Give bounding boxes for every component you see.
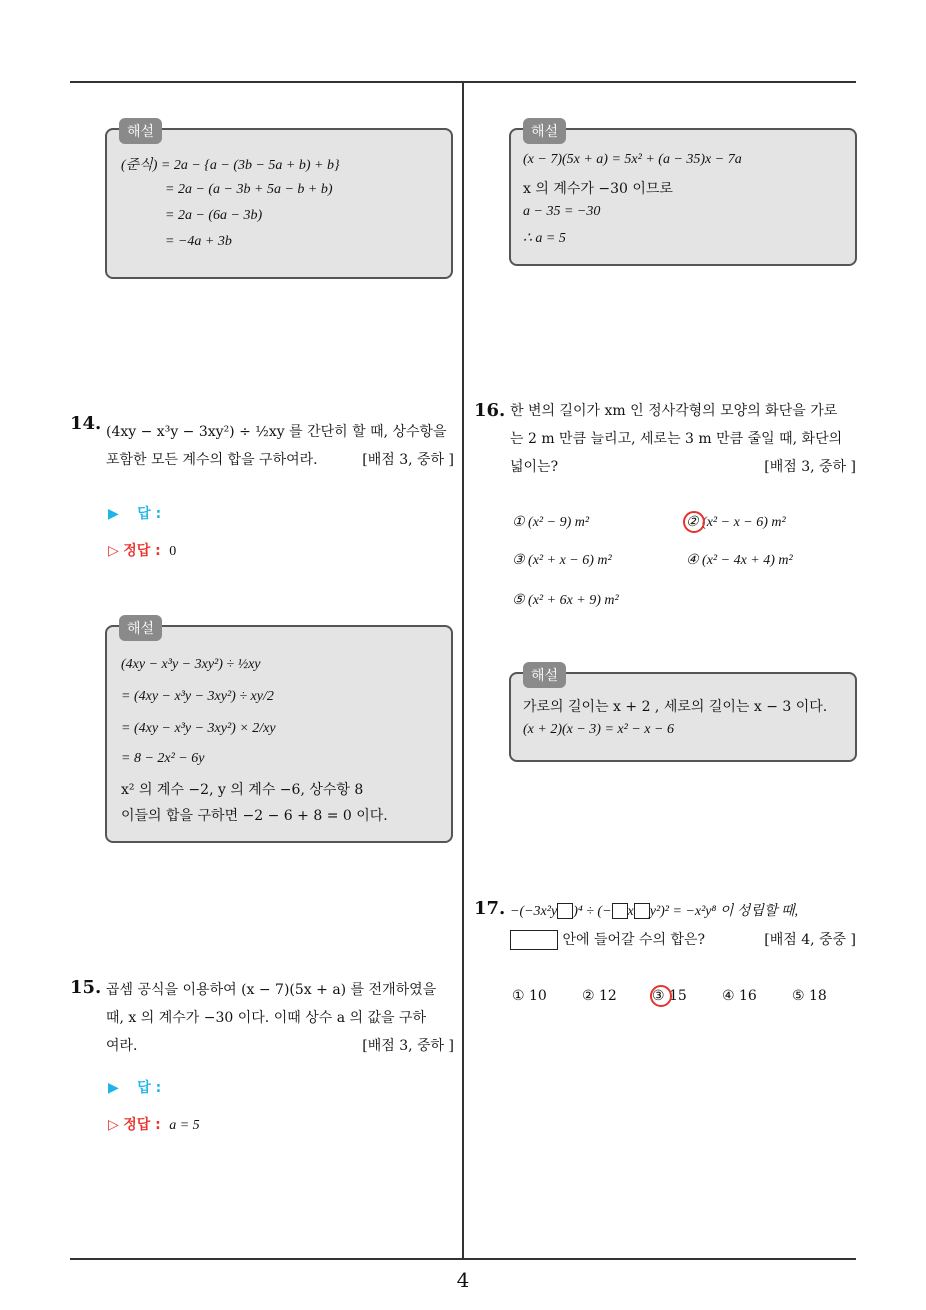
- question-number-17: 17.: [474, 898, 506, 919]
- page-number: 4: [456, 1268, 470, 1292]
- question-17-text: [510, 897, 856, 954]
- answer-label: 답 :: [137, 506, 162, 522]
- solution-box-15: [509, 124, 857, 266]
- sol16-line2: (x + 2)(x − 3) = x² − x − 6: [523, 722, 674, 737]
- q16-choice-4[interactable]: ④ (x² − 4x + 4) m²: [686, 553, 793, 568]
- q14-answer-value: 0: [169, 544, 177, 559]
- q14-line1: (4xy − x³y − 3xy²) ÷ ½xy 를 간단히 할 때, 상수항을: [106, 424, 447, 440]
- solution-box-16: [509, 668, 857, 762]
- sol14-line3: = (4xy − x³y − 3xy²) × 2/xy: [121, 721, 276, 736]
- q17-choice-2[interactable]: ② 12: [582, 988, 617, 1004]
- sol14-line4: = 8 − 2x² − 6y: [121, 751, 205, 766]
- q15-line1: 곱셈 공식을 이용하여 (x − 7)(5x + a) 를 전개하였을: [106, 982, 437, 998]
- small-blank-box: [557, 903, 573, 919]
- column-divider: [462, 82, 464, 1260]
- q16-score: [배점 3, 중하 ]: [764, 459, 856, 475]
- play-icon: ▶: [108, 506, 119, 522]
- question-number-15: 15.: [70, 977, 102, 998]
- question-16-text: [510, 397, 856, 481]
- sol14-line2: = (4xy − x³y − 3xy²) ÷ xy/2: [121, 689, 274, 704]
- play-outline-icon: ▷: [108, 1117, 119, 1133]
- solution-tag: 해설: [119, 615, 162, 641]
- solution-box-14: [105, 621, 453, 843]
- q17-choice-1[interactable]: ① 10: [512, 988, 547, 1004]
- q17-choice-5[interactable]: ⑤ 18: [792, 988, 827, 1004]
- q16-choice-2[interactable]: ② (x² − x − 6) m²: [686, 515, 786, 530]
- q16-line2: 는 2 m 만큼 늘리고, 세로는 3 m 만큼 줄일 때, 화단의: [510, 431, 843, 447]
- q16-choice-3[interactable]: ③ (x² + x − 6) m²: [512, 553, 612, 568]
- q17-line1: −(−3x²y )⁴ ÷ (− x y²)² = −x²y⁸ 이 성립할 때,: [510, 904, 799, 919]
- sol15-line1: (x − 7)(5x + a) = 5x² + (a − 35)x − 7a: [523, 152, 742, 167]
- q14-correct-row: [108, 540, 176, 560]
- small-blank-box: [612, 903, 628, 919]
- sol13-line4: = −4a + 3b: [165, 234, 232, 249]
- sol16-line1: 가로의 길이는 x + 2 , 세로의 길이는 x − 3 이다.: [523, 699, 828, 715]
- solution-tag: 해설: [523, 662, 566, 688]
- sol15-line4: ∴ a = 5: [523, 231, 566, 246]
- correct-label: 정답 :: [123, 1117, 161, 1133]
- sol13-line3: = 2a − (6a − 3b): [165, 208, 263, 223]
- sol13-line2: = 2a − (a − 3b + 5a − b + b): [165, 182, 333, 197]
- q14-score: [배점 3, 중하 ]: [362, 452, 454, 468]
- selected-answer-circle: [650, 985, 672, 1007]
- q16-choice-1[interactable]: ① (x² − 9) m²: [512, 515, 590, 530]
- question-number-14: 14.: [70, 413, 102, 434]
- selected-answer-circle: [683, 511, 705, 533]
- q17-score: [배점 4, 중중 ]: [764, 932, 856, 948]
- answer-label: 답 :: [137, 1080, 162, 1096]
- q17-line2: 안에 들어갈 수의 합은? [배점 4, 중중 ]: [510, 926, 856, 954]
- solution-tag: 해설: [523, 118, 566, 144]
- play-icon: ▶: [108, 1080, 119, 1096]
- q16-line3: 넓이는? [배점 3, 중하 ]: [510, 453, 856, 481]
- q15-line3: 여라. [배점 3, 중하 ]: [106, 1032, 454, 1060]
- question-15-text: [106, 976, 454, 1060]
- sol13-line1: (준식) = 2a − {a − (3b − 5a + b) + b}: [121, 158, 340, 173]
- q15-score: [배점 3, 중하 ]: [362, 1038, 454, 1054]
- sol14-line1: (4xy − x³y − 3xy²) ÷ ½xy: [121, 657, 261, 672]
- q15-answer-row: [108, 1077, 161, 1097]
- q16-line1: 한 변의 길이가 xm 인 정사각형의 모양의 화단을 가로: [510, 403, 838, 419]
- q14-line2: 포함한 모든 계수의 합을 구하여라. [배점 3, 중하 ]: [106, 446, 454, 474]
- sol15-line3: a − 35 = −30: [523, 204, 601, 219]
- small-blank-box: [634, 903, 650, 919]
- sol14-line5: x² 의 계수 −2, y 의 계수 −6, 상수항 8: [121, 782, 364, 798]
- q15-correct-row: [108, 1114, 200, 1134]
- correct-label: 정답 :: [123, 543, 161, 559]
- q17-choice-3[interactable]: ③ 15: [652, 988, 687, 1004]
- q14-answer-row: [108, 503, 161, 523]
- solution-tag: 해설: [119, 118, 162, 144]
- question-14-text: [106, 418, 454, 474]
- solution-box-13: [105, 124, 453, 279]
- q15-line2: 때, x 의 계수가 −30 이다. 이때 상수 a 의 값을 구하: [106, 1010, 427, 1026]
- bottom-rule: [70, 1258, 856, 1260]
- q15-answer-value: a = 5: [169, 1118, 200, 1133]
- sol14-line6: 이들의 합을 구하면 −2 − 6 + 8 = 0 이다.: [121, 808, 388, 824]
- sol15-line2: x 의 계수가 −30 이므로: [523, 181, 673, 197]
- play-outline-icon: ▷: [108, 543, 119, 559]
- blank-box: [510, 930, 558, 950]
- q17-choice-4[interactable]: ④ 16: [722, 988, 757, 1004]
- q16-choice-5[interactable]: ⑤ (x² + 6x + 9) m²: [512, 593, 619, 608]
- question-number-16: 16.: [474, 400, 506, 421]
